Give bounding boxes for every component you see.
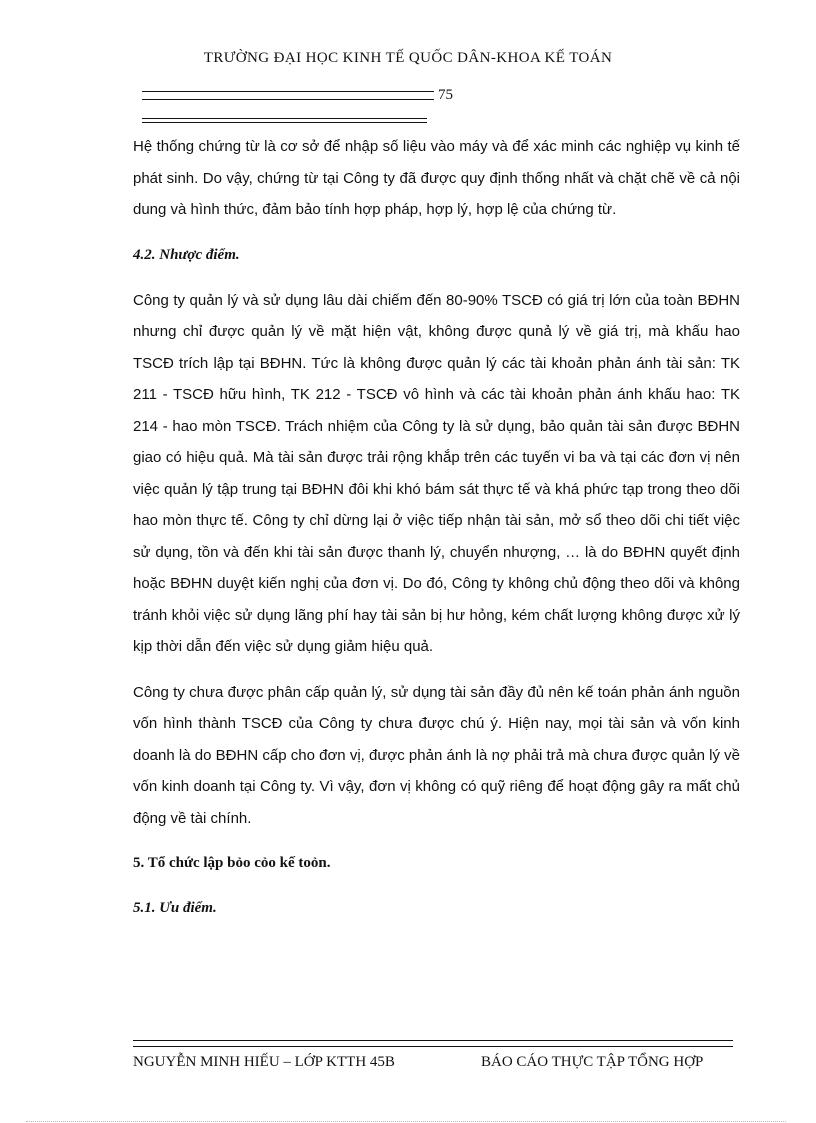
header-double-line (142, 91, 434, 100)
header-underline (142, 118, 427, 123)
header-rule (142, 88, 453, 102)
heading-4-2: 4.2. Nhược điểm. (133, 246, 240, 263)
page-header-title: TRƯỜNG ĐẠI HỌC KINH TẾ QUỐC DÂN-KHOA KẾ TOÁN (203, 50, 613, 66)
footer-report-title: BÁO CÁO THỰC TẬP TỔNG HỢP (481, 1054, 704, 1070)
heading-5: 5. Tổ chức lập bỏo cỏo kế toỏn. (133, 855, 331, 871)
paragraph-2: Công ty chưa được phân cấp quản lý, sử dụng tài sản đầy đủ nên kế toán phản ánh nguồn vốn hình thành TSCĐ của Công ty chưa được chú ý. Hiện nay, mọi tài sản và vốn kinh doanh là do BĐHN cấp cho đơn vị, được phản ánh là nợ phải trả mà chưa được quản lý về vốn kinh doanh tại Công ty. Vì vậy, đơn vị không có quỹ riêng để hoạt động gây ra mất chủ động về tài chính. (133, 683, 740, 827)
heading-5-1: 5.1. Ưu điểm. (133, 900, 217, 916)
footer-rule (133, 1040, 733, 1047)
paragraph-1: Công ty quản lý và sử dụng lâu dài chiếm đến 80-90% TSCĐ có giá trị lớn của toàn BĐHN nhưng chỉ được quản lý về mặt hiện vật, không được qunả lý về giá trị, mà khấu hao TSCĐ trích lập tại BĐHN. Tức là không được quản lý các tài khoản phản ánh tài sản: TK 211 - TSCĐ hữu hình, TK 212 - TSCĐ vô hình và các tài khoản phản ánh khấu hao: TK 214 - hao mòn TSCĐ. Trách nhiệm của Công ty là sử dụng, bảo quản tài sản được BĐHN giao có hiệu quả. Mà tài sản được trải rộng khắp trên các tuyến vi ba và tại các đơn vị nên việc quản lý tập trung tại BĐHN đôi khi khó bám sát thực tế và khá phức tạp trong theo dõi hao mòn thực tế. Công ty chỉ dừng lại ở việc tiếp nhận tài sản, mở sổ theo dõi chi tiết việc sử dụng, tồn và đến khi tài sản được thanh lý, chuyển nhượng, … là do BĐHN quyết định hoặc BĐHN duyệt kiến nghị của đơn vị. Do đó, Công ty không chủ động theo dõi và không tránh khỏi việc sử dụng lãng phí hay tài sản bị hư hỏng, kém chất lượng không được xử lý kịp thời dẫn đến việc sử dụng giảm hiệu quả. (133, 291, 740, 655)
page-number: 75 (438, 87, 453, 103)
paragraph-intro: Hệ thống chứng từ là cơ sở để nhập số liệu vào máy và để xác minh các nghiệp vụ kinh tế phát sinh. Do vậy, chứng từ tại Công ty đã được quy định thống nhất và chặt chẽ về cả nội dung và hình thức, đảm bảo tính hợp pháp, hợp lý, hợp lệ của chứng từ. (133, 138, 740, 218)
page-bottom-border (26, 1121, 786, 1122)
footer-author: NGUYỄN MINH HIẾU – LỚP KTTH 45B (133, 1054, 395, 1070)
document-body (133, 131, 740, 938)
